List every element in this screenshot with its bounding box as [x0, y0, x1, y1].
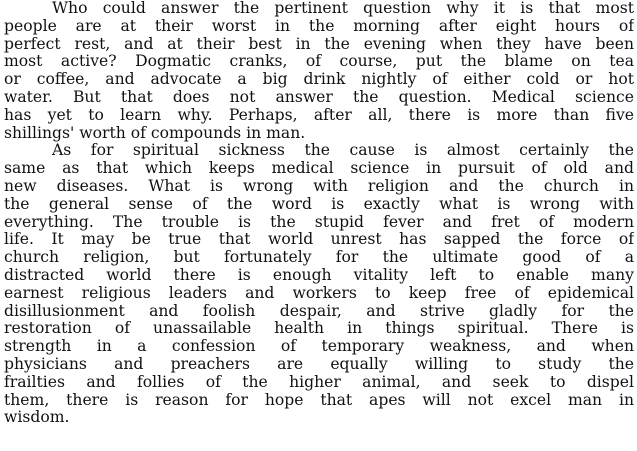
article-text — [4, 0, 634, 451]
paragraph-2 — [4, 142, 634, 427]
text-line: most active? Dogmatic cranks, of course, put the blame on tea — [4, 53, 634, 71]
text-line: new diseases. What is wrong with religion and the church in — [4, 177, 634, 195]
paragraph-1 — [4, 0, 634, 142]
text-line: distracted world there is enough vitality left to enable many — [4, 266, 634, 284]
text-line: life. It may be true that world unrest has sapped the force of — [4, 231, 634, 249]
text-line: people are at their worst in the morning after eight hours of — [4, 17, 634, 35]
text-line: them, there is reason for hope that apes will not excel man in — [4, 391, 634, 409]
text-line: As for spiritual sickness the cause is almost certainly the — [52, 142, 634, 160]
text-line: frailties and follies of the higher animal, and seek to dispel — [4, 373, 634, 391]
text-line: perfect rest, and at their best in the evening when they have been — [4, 35, 634, 53]
text-line: earnest religious leaders and workers to keep free of epidemical — [4, 284, 634, 302]
text-line: water. But that does not answer the question. Medical science — [4, 88, 634, 106]
text-line: restoration of unassailable health in things spiritual. There is — [4, 320, 634, 338]
text-line: wisdom. — [4, 409, 70, 427]
text-line: shillings' worth of compounds in man. — [4, 124, 306, 142]
text-line: Who could answer the pertinent question why it is that most — [52, 0, 634, 17]
text-line: or coffee, and advocate a big drink nightly of either cold or hot — [4, 71, 634, 89]
text-line: everything. The trouble is the stupid fever and fret of modern — [4, 213, 634, 231]
text-line: strength in a confession of temporary weakness, and when — [4, 338, 634, 356]
text-line: has yet to learn why. Perhaps, after all, there is more than five — [4, 106, 634, 124]
text-line: disillusionment and foolish despair, and strive gladly for the — [4, 302, 634, 320]
text-line: church religion, but fortunately for the ultimate good of a — [4, 249, 634, 267]
text-line: same as that which keeps medical science in pursuit of old and — [4, 160, 634, 178]
text-line: the general sense of the word is exactly what is wrong with — [4, 195, 634, 213]
text-line: physicians and preachers are equally willing to study the — [4, 355, 634, 373]
